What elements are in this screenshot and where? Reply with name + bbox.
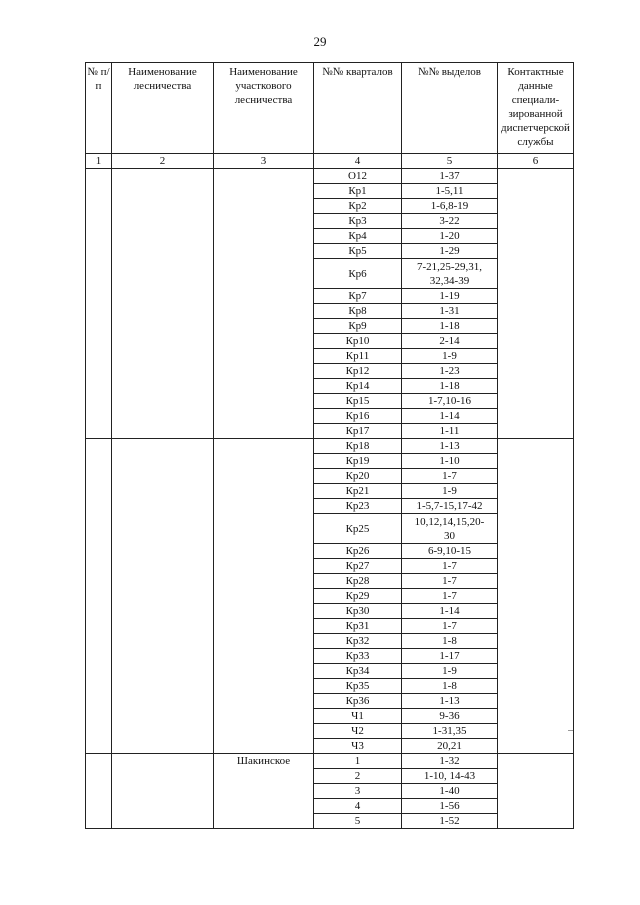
sections-cell: 1-18 xyxy=(402,379,498,394)
sections-cell: 1-52 xyxy=(402,814,498,829)
quarter-cell: Кр16 xyxy=(314,409,402,424)
sections-cell: 1-13 xyxy=(402,694,498,709)
quarter-cell: Кр10 xyxy=(314,334,402,349)
header-district-forestry: Наименование участкового лесничества xyxy=(214,63,314,154)
sections-cell: 1-23 xyxy=(402,364,498,379)
column-number-row xyxy=(86,154,574,169)
column-number: 1 xyxy=(86,154,112,169)
district-cell xyxy=(214,169,314,439)
quarter-cell: Кр28 xyxy=(314,574,402,589)
quarter-cell: Кр6 xyxy=(314,259,402,289)
sections-cell: 1-7 xyxy=(402,619,498,634)
column-number: 5 xyxy=(402,154,498,169)
sections-cell: 1-19 xyxy=(402,289,498,304)
quarter-cell: Кр36 xyxy=(314,694,402,709)
quarter-cell: Ч2 xyxy=(314,724,402,739)
sections-cell: 1-40 xyxy=(402,784,498,799)
quarter-cell: Кр18 xyxy=(314,439,402,454)
forestry-cell xyxy=(112,439,214,754)
table-row xyxy=(86,754,574,769)
header-row xyxy=(86,63,574,154)
quarter-cell: Кр7 xyxy=(314,289,402,304)
quarter-cell: Кр12 xyxy=(314,364,402,379)
quarter-cell: Кр30 xyxy=(314,604,402,619)
sections-cell: 1-6,8-19 xyxy=(402,199,498,214)
sections-cell: 1-37 xyxy=(402,169,498,184)
quarter-cell: Кр1 xyxy=(314,184,402,199)
quarter-cell: Кр17 xyxy=(314,424,402,439)
sections-cell: 1-32 xyxy=(402,754,498,769)
quarter-cell: Кр23 xyxy=(314,499,402,514)
column-number: 3 xyxy=(214,154,314,169)
forestry-cell xyxy=(112,754,214,829)
quarter-cell: Кр32 xyxy=(314,634,402,649)
quarter-cell: Кр35 xyxy=(314,679,402,694)
quarter-cell: Кр34 xyxy=(314,664,402,679)
quarter-cell: Ч3 xyxy=(314,739,402,754)
quarter-cell: Кр29 xyxy=(314,589,402,604)
quarter-cell: Кр31 xyxy=(314,619,402,634)
table-row xyxy=(86,439,574,454)
sections-cell: 1-9 xyxy=(402,484,498,499)
quarter-cell: 1 xyxy=(314,754,402,769)
sections-cell: 1-14 xyxy=(402,604,498,619)
sections-cell: 1-8 xyxy=(402,679,498,694)
quarter-cell: Кр5 xyxy=(314,244,402,259)
quarter-cell: Кр2 xyxy=(314,199,402,214)
quarter-cell: Кр4 xyxy=(314,229,402,244)
quarter-cell: О12 xyxy=(314,169,402,184)
quarter-cell: Кр27 xyxy=(314,559,402,574)
sections-cell: 1-5,7-15,17-42 xyxy=(402,499,498,514)
quarter-cell: Кр25 xyxy=(314,514,402,544)
column-number: 2 xyxy=(112,154,214,169)
sections-cell: 1-56 xyxy=(402,799,498,814)
sections-cell: 1-10 xyxy=(402,454,498,469)
header-sections: №№ выделов xyxy=(402,63,498,154)
quarter-cell: Кр21 xyxy=(314,484,402,499)
district-cell: Шакинское xyxy=(214,754,314,829)
sections-cell: 7-21,25-29,31, 32,34-39 xyxy=(402,259,498,289)
page-number: 29 xyxy=(313,34,327,49)
sections-cell: 1-8 xyxy=(402,634,498,649)
sections-cell: 1-18 xyxy=(402,319,498,334)
sections-cell: 6-9,10-15 xyxy=(402,544,498,559)
sections-cell: 1-20 xyxy=(402,229,498,244)
quarter-cell: 2 xyxy=(314,769,402,784)
contacts-cell xyxy=(498,754,574,829)
sections-cell: 1-7 xyxy=(402,589,498,604)
district-cell xyxy=(214,439,314,754)
contacts-cell xyxy=(498,439,574,754)
quarter-cell: Кр9 xyxy=(314,319,402,334)
sections-cell: 20,21 xyxy=(402,739,498,754)
quarter-cell: 5 xyxy=(314,814,402,829)
sections-cell: 1-7 xyxy=(402,559,498,574)
quarter-cell: Кр19 xyxy=(314,454,402,469)
quarter-cell: 3 xyxy=(314,784,402,799)
sections-cell: 10,12,14,15,20- 30 xyxy=(402,514,498,544)
sections-cell: 1-10, 14-43 xyxy=(402,769,498,784)
sections-cell: 1-14 xyxy=(402,409,498,424)
header-index: № п/п xyxy=(86,63,112,154)
sections-cell: 1-13 xyxy=(402,439,498,454)
quarter-cell: Кр3 xyxy=(314,214,402,229)
sections-cell: 1-9 xyxy=(402,664,498,679)
sections-cell: 2-14 xyxy=(402,334,498,349)
scan-artifact xyxy=(568,730,573,731)
sections-cell: 1-29 xyxy=(402,244,498,259)
sections-cell: 1-5,11 xyxy=(402,184,498,199)
index-cell xyxy=(86,439,112,754)
column-number: 4 xyxy=(314,154,402,169)
sections-cell: 3-22 xyxy=(402,214,498,229)
sections-cell: 1-9 xyxy=(402,349,498,364)
forestry-cell xyxy=(112,169,214,439)
quarter-cell: Кр15 xyxy=(314,394,402,409)
index-cell xyxy=(86,754,112,829)
quarter-cell: Ч1 xyxy=(314,709,402,724)
quarter-cell: Кр11 xyxy=(314,349,402,364)
quarter-cell: Кр33 xyxy=(314,649,402,664)
quarter-cell: 4 xyxy=(314,799,402,814)
quarter-cell: Кр8 xyxy=(314,304,402,319)
sections-cell: 1-17 xyxy=(402,649,498,664)
header-forestry: Наименование лесничества xyxy=(112,63,214,154)
quarter-cell: Кр20 xyxy=(314,469,402,484)
sections-cell: 1-7 xyxy=(402,469,498,484)
index-cell xyxy=(86,169,112,439)
sections-cell: 1-31 xyxy=(402,304,498,319)
column-number: 6 xyxy=(498,154,574,169)
quarter-cell: Кр26 xyxy=(314,544,402,559)
sections-cell: 1-11 xyxy=(402,424,498,439)
table-row xyxy=(86,169,574,184)
table-body xyxy=(86,169,574,829)
sections-cell: 1-7 xyxy=(402,574,498,589)
contacts-cell xyxy=(498,169,574,439)
sections-cell: 1-31,35 xyxy=(402,724,498,739)
sections-cell: 1-7,10-16 xyxy=(402,394,498,409)
quarter-cell: Кр14 xyxy=(314,379,402,394)
forestry-registry-table xyxy=(85,62,574,829)
header-contacts: Контактные данные специали-зированной диспетчерской службы xyxy=(498,63,574,154)
header-quarters: №№ кварталов xyxy=(314,63,402,154)
sections-cell: 9-36 xyxy=(402,709,498,724)
